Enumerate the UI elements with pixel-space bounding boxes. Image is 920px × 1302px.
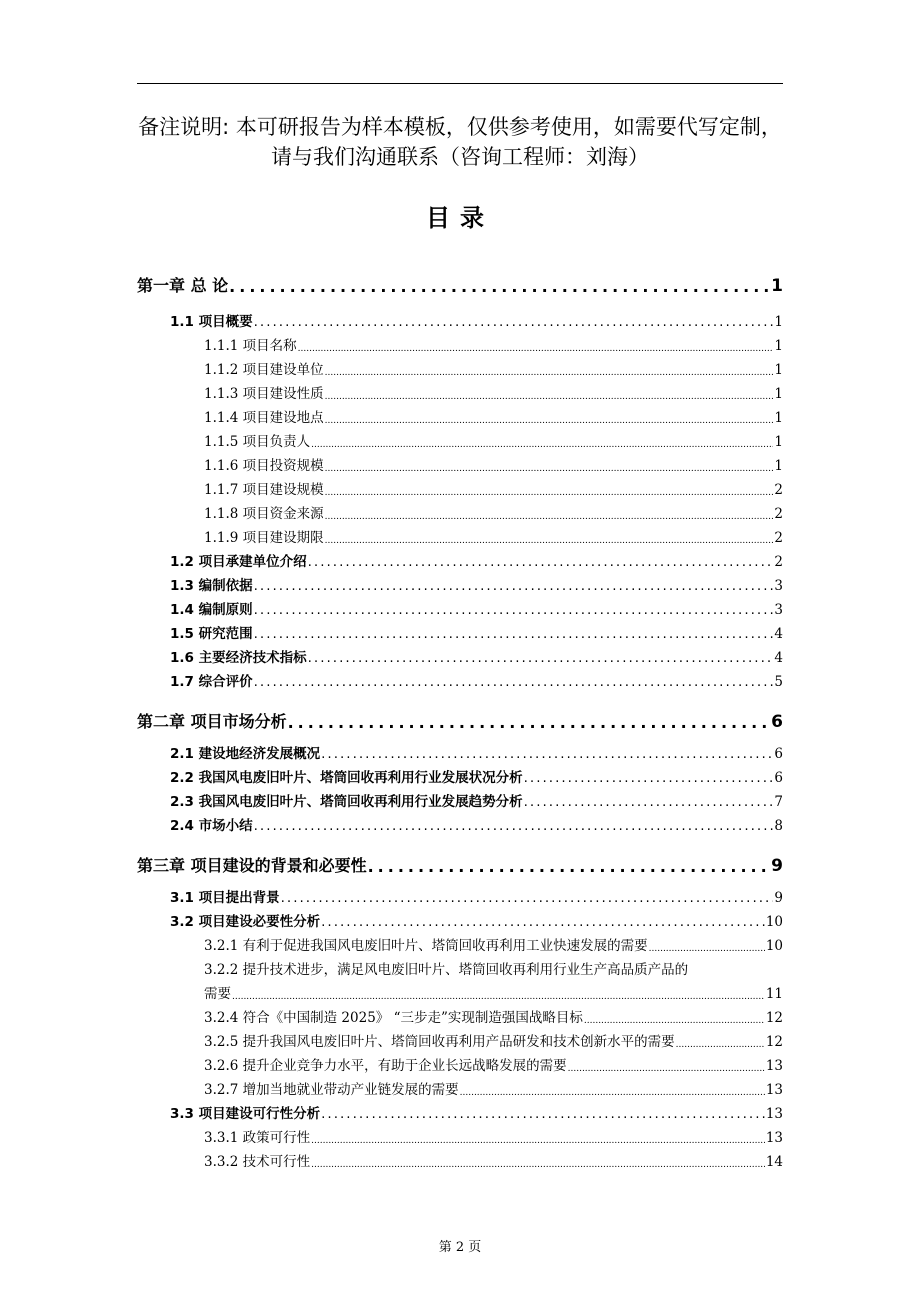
toc-entry-label: 3.2.1 有利于促进我国风电废旧叶片、塔筒回收再利用工业快速发展的需要 <box>204 938 648 954</box>
toc-entry[interactable] <box>137 270 783 296</box>
toc-entry[interactable] <box>204 502 783 522</box>
toc-entry[interactable] <box>204 358 783 378</box>
toc-leader-dots <box>281 890 774 906</box>
toc-entry-label: 3.2.6 提升企业竞争力水平，有助于企业长远战略发展的需要 <box>204 1058 567 1074</box>
header-note-line2: 请与我们沟通联系（咨询工程师：刘海） <box>271 145 649 169</box>
toc-entry-label: 1.1.2 项目建设单位 <box>204 362 324 378</box>
toc-entry-label: 需要 <box>204 986 231 1002</box>
toc-entry[interactable] <box>170 1102 783 1122</box>
toc-entry-label: 2.3 我国风电废旧叶片、塔筒回收再利用行业发展趋势分析 <box>170 794 523 810</box>
toc-leader-dots <box>325 464 774 474</box>
toc-entry-label: 3.3 项目建设可行性分析 <box>170 1106 321 1122</box>
toc-entry-page: 13 <box>765 1082 783 1098</box>
toc-title: 目录 <box>426 204 494 232</box>
toc-entry[interactable] <box>170 622 783 642</box>
toc-leader-dots <box>311 1160 765 1170</box>
toc-entry-page: 6 <box>774 770 783 786</box>
toc-leader-dots <box>649 944 765 954</box>
toc-entry[interactable] <box>170 598 783 618</box>
toc-entry-label: 2.1 建设地经济发展概况 <box>170 746 321 762</box>
toc-leader-dots <box>460 1088 765 1098</box>
toc-entry[interactable] <box>204 934 783 954</box>
toc-entry-page: 1 <box>774 434 783 450</box>
toc-leader-dots <box>254 578 774 594</box>
toc-entry-page: 3 <box>774 578 783 594</box>
toc-entry[interactable] <box>204 1030 783 1050</box>
toc-leader-dots <box>232 992 765 1002</box>
toc-entry-label: 1.3 编制依据 <box>170 578 253 594</box>
toc-entry[interactable] <box>204 478 783 498</box>
header-note-line1: 备注说明: 本可研报告为样本模板，仅供参考使用，如需要代写定制， <box>138 115 782 139</box>
toc-entry-page: 1 <box>774 338 783 354</box>
toc-entry[interactable] <box>170 814 783 834</box>
toc-entry-label: 1.2 项目承建单位介绍 <box>170 554 307 570</box>
toc-entry[interactable] <box>170 742 783 762</box>
toc-entry[interactable] <box>170 790 783 810</box>
toc-leader-dots <box>325 368 774 378</box>
toc-entry-label: 3.2 项目建设必要性分析 <box>170 914 321 930</box>
toc-entry-page: 13 <box>765 1106 783 1122</box>
toc-leader-dots <box>321 746 773 762</box>
toc-leader-dots <box>298 344 774 354</box>
toc-entry-label: 3.3.2 技术可行性 <box>204 1154 311 1170</box>
toc-entry-label: 第一章 总 论 <box>137 276 229 295</box>
toc-entry-label: 3.2.2 提升技术进步，满足风电废旧叶片、塔筒回收再利用行业生产高品质产品的 <box>204 962 689 978</box>
toc-entry-label: 第二章 项目市场分析 <box>137 712 287 731</box>
toc-leader-dots <box>524 794 774 810</box>
toc-entry-page: 1 <box>774 458 783 474</box>
toc-entry[interactable] <box>137 706 783 732</box>
toc-entry-page: 12 <box>765 1034 783 1050</box>
toc-leader-dots <box>325 536 774 546</box>
header-rule <box>137 83 783 84</box>
toc-leader-dots <box>311 440 773 450</box>
toc-leader-dots <box>368 857 771 876</box>
toc-leader-dots <box>524 770 774 786</box>
toc-entry[interactable] <box>204 958 688 978</box>
toc-leader-dots <box>254 818 774 834</box>
toc-entry-page: 8 <box>774 818 783 834</box>
toc-entry-page: 9 <box>771 856 783 876</box>
toc-entry[interactable] <box>170 310 783 330</box>
toc-entry-label: 1.1.6 项目投资规模 <box>204 458 324 474</box>
toc-leader-dots <box>325 488 774 498</box>
toc-entry-page: 1 <box>774 362 783 378</box>
toc-entry[interactable] <box>204 1054 783 1074</box>
toc-entry[interactable] <box>204 982 783 1002</box>
toc-entry-label: 3.3.1 政策可行性 <box>204 1130 311 1146</box>
toc-entry-page: 2 <box>774 482 783 498</box>
toc-entry[interactable] <box>204 1150 783 1170</box>
toc-entry-page: 6 <box>774 746 783 762</box>
toc-entry-page: 1 <box>774 314 783 330</box>
toc-entry[interactable] <box>170 550 783 570</box>
toc-leader-dots <box>325 512 774 522</box>
toc-entry[interactable] <box>170 646 783 666</box>
toc-leader-dots <box>254 314 774 330</box>
toc-leader-dots <box>288 713 771 732</box>
toc-leader-dots <box>584 1016 765 1026</box>
toc-entry-label: 1.1.4 项目建设地点 <box>204 410 324 426</box>
toc-entry-label: 1.1.5 项目负责人 <box>204 434 311 450</box>
toc-entry-page: 9 <box>774 890 783 906</box>
toc-leader-dots <box>325 416 774 426</box>
toc-entry-page: 11 <box>765 986 783 1002</box>
toc-entry[interactable] <box>170 574 783 594</box>
toc-entry-page: 10 <box>765 914 783 930</box>
toc-entry[interactable] <box>170 886 783 906</box>
toc-entry-label: 1.1.8 项目资金来源 <box>204 506 324 522</box>
toc-entry-label: 1.6 主要经济技术指标 <box>170 650 307 666</box>
toc-entry-label: 3.2.7 增加当地就业带动产业链发展的需要 <box>204 1082 459 1098</box>
toc-leader-dots <box>254 626 774 642</box>
toc-entry-label: 1.1.1 项目名称 <box>204 338 297 354</box>
toc-entry-page: 14 <box>765 1154 783 1170</box>
toc-leader-dots <box>311 1136 765 1146</box>
toc-leader-dots <box>254 602 774 618</box>
toc-leader-dots <box>676 1040 765 1050</box>
toc-entry[interactable] <box>204 406 783 426</box>
toc-entry-label: 1.1.3 项目建设性质 <box>204 386 324 402</box>
toc-entry[interactable] <box>204 430 783 450</box>
toc-entry-page: 1 <box>774 386 783 402</box>
toc-entry-page: 10 <box>765 938 783 954</box>
toc-entry-page: 4 <box>774 650 783 666</box>
toc-entry-page: 13 <box>765 1058 783 1074</box>
toc-entry[interactable] <box>204 382 783 402</box>
toc-entry-page: 2 <box>774 530 783 546</box>
toc-leader-dots <box>229 277 770 296</box>
toc-entry-page: 7 <box>774 794 783 810</box>
toc-entry-label: 1.1.7 项目建设规模 <box>204 482 324 498</box>
toc-entry-label: 3.2.4 符合《中国制造 2025》 “三步走”实现制造强国战略目标 <box>204 1010 583 1026</box>
toc-entry-page: 5 <box>774 674 783 690</box>
toc-entry-page: 3 <box>774 602 783 618</box>
toc-entry[interactable] <box>204 1006 783 1026</box>
toc-entry[interactable] <box>170 910 783 930</box>
toc-entry-page: 4 <box>774 626 783 642</box>
toc-entry-label: 1.5 研究范围 <box>170 626 253 642</box>
toc-entry-label: 1.7 综合评价 <box>170 674 253 690</box>
toc-entry-page: 2 <box>774 506 783 522</box>
toc-entry-label: 第三章 项目建设的背景和必要性 <box>137 856 367 875</box>
page-footer: 第 2 页 <box>438 1240 482 1255</box>
toc-entry-label: 3.2.5 提升我国风电废旧叶片、塔筒回收再利用产品研发和技术创新水平的需要 <box>204 1034 675 1050</box>
toc-leader-dots <box>321 914 765 930</box>
toc-entry-page: 6 <box>771 712 783 732</box>
toc-entry[interactable] <box>204 1126 783 1146</box>
toc-leader-dots <box>254 674 774 690</box>
toc-leader-dots <box>568 1064 765 1074</box>
toc-entry-label: 1.4 编制原则 <box>170 602 253 618</box>
toc-leader-dots <box>321 1106 765 1122</box>
toc-entry-label: 1.1.9 项目建设期限 <box>204 530 324 546</box>
toc-entry[interactable] <box>204 454 783 474</box>
toc-entry-page: 12 <box>765 1010 783 1026</box>
toc-entry-label: 3.1 项目提出背景 <box>170 890 280 906</box>
toc-leader-dots <box>308 650 774 666</box>
toc-entry-page: 1 <box>771 276 783 296</box>
toc-entry-label: 2.4 市场小结 <box>170 818 253 834</box>
toc-entry-page: 13 <box>765 1130 783 1146</box>
toc-entry[interactable] <box>204 334 783 354</box>
toc-entry[interactable] <box>170 670 783 690</box>
toc-entry[interactable] <box>137 850 783 876</box>
toc-leader-dots <box>308 554 774 570</box>
toc-entry-label: 1.1 项目概要 <box>170 314 253 330</box>
toc-entry[interactable] <box>204 526 783 546</box>
toc-entry[interactable] <box>204 1078 783 1098</box>
toc-leader-dots <box>325 392 774 402</box>
toc-entry-label: 2.2 我国风电废旧叶片、塔筒回收再利用行业发展状况分析 <box>170 770 523 786</box>
toc-entry-page: 2 <box>774 554 783 570</box>
toc-entry-page: 1 <box>774 410 783 426</box>
toc-entry[interactable] <box>170 766 783 786</box>
